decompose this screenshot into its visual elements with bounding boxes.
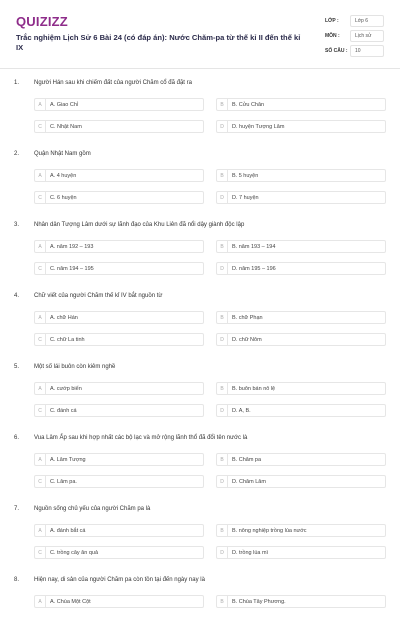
answer-option[interactable] xyxy=(34,120,204,133)
answer-option[interactable] xyxy=(34,98,204,111)
option-text: D. chữ Nôm xyxy=(232,336,262,343)
answer-option[interactable] xyxy=(216,546,386,559)
answer-option[interactable] xyxy=(34,524,204,537)
option-letter: B xyxy=(217,525,228,536)
option-letter: A xyxy=(35,383,46,394)
question-text: Một số lái buôn còn kiêm nghề xyxy=(34,364,116,370)
option-letter: D xyxy=(217,405,228,416)
meta-row xyxy=(325,28,385,43)
answer-option[interactable] xyxy=(216,98,386,111)
option-text: B. Cửu Chân xyxy=(232,101,265,108)
option-text: A. Giao Chỉ xyxy=(50,101,79,108)
option-text: C. Nhật Nam xyxy=(50,123,82,130)
worksheet-title: Trắc nghiệm Lịch Sử 6 Bài 24 (có đáp án): Nước Chăm-pa từ thế kỉ II đến thế kỉ IX xyxy=(16,33,301,52)
option-text: C. năm 194 – 195 xyxy=(50,265,94,272)
option-letter: A xyxy=(35,525,46,536)
question-text: Vua Lâm Ấp sau khi hợp nhất các bộ lạc và mở rộng lãnh thổ đã đổi tên nước là xyxy=(34,435,248,441)
question-text: Nhân dân Tượng Lâm dưới sự lãnh đạo của Khu Liên đã nổi dậy giành độc lập xyxy=(34,222,245,228)
option-text: B. chữ Phạn xyxy=(232,314,263,321)
answer-option[interactable] xyxy=(34,311,204,324)
worksheet-header xyxy=(0,0,400,68)
answer-option[interactable] xyxy=(216,120,386,133)
question-number: 3. xyxy=(14,222,20,228)
meta-value: Lịch sử xyxy=(350,30,384,42)
answer-option[interactable] xyxy=(34,240,204,253)
option-letter: A xyxy=(35,170,46,181)
question-item xyxy=(0,218,400,289)
quizizz-logo: QUIZIZZ xyxy=(16,14,68,29)
meta-value: 10 xyxy=(350,45,384,57)
option-letter: B xyxy=(217,170,228,181)
option-letter: B xyxy=(217,241,228,252)
answer-option[interactable] xyxy=(34,546,204,559)
question-text: Hiện nay, di sản của người Chăm pa còn tồn tại đến ngày nay là xyxy=(34,577,205,583)
option-text: C. chữ La tinh xyxy=(50,336,85,343)
meta-row xyxy=(325,43,385,58)
option-letter: D xyxy=(217,547,228,558)
question-item xyxy=(0,360,400,431)
question-item xyxy=(0,289,400,360)
option-text: A. đánh bắt cá xyxy=(50,527,86,534)
option-letter: C xyxy=(35,547,46,558)
answer-option[interactable] xyxy=(216,191,386,204)
question-number: 2. xyxy=(14,151,20,157)
answer-option[interactable] xyxy=(34,404,204,417)
option-text: C. đánh cá xyxy=(50,407,77,414)
option-letter: C xyxy=(35,263,46,274)
meta-label: MÔN : xyxy=(325,32,340,39)
option-text: D. A, B. xyxy=(232,407,251,414)
answer-option[interactable] xyxy=(34,595,204,608)
answer-option[interactable] xyxy=(216,475,386,488)
option-letter: C xyxy=(35,121,46,132)
option-text: C. Lâm pa. xyxy=(50,478,77,485)
question-list xyxy=(0,76,400,644)
answer-option[interactable] xyxy=(216,382,386,395)
question-text: Người Hán sau khi chiếm đất của người Chăm cổ đã đặt ra xyxy=(34,80,192,86)
option-text: D. 7 huyện xyxy=(232,194,259,201)
answer-option[interactable] xyxy=(34,262,204,275)
answer-option[interactable] xyxy=(216,240,386,253)
question-item xyxy=(0,76,400,147)
answer-option[interactable] xyxy=(34,333,204,346)
question-number: 6. xyxy=(14,435,20,441)
option-text: B. Chăm pa xyxy=(232,456,262,463)
answer-option[interactable] xyxy=(216,404,386,417)
question-number: 4. xyxy=(14,293,20,299)
option-letter: D xyxy=(217,263,228,274)
answer-option[interactable] xyxy=(216,169,386,182)
answer-option[interactable] xyxy=(216,262,386,275)
option-text: A. năm 192 – 193 xyxy=(50,243,94,250)
option-text: B. Chùa Tây Phương. xyxy=(232,598,286,605)
question-item xyxy=(0,431,400,502)
option-text: A. Lâm Tượng xyxy=(50,456,86,463)
answer-option[interactable] xyxy=(34,169,204,182)
worksheet-meta xyxy=(325,13,385,58)
option-text: A. chữ Hán xyxy=(50,314,78,321)
option-text: B. nông nghiệp trồng lúa nước xyxy=(232,527,307,534)
option-text: D. năm 195 – 196 xyxy=(232,265,276,272)
question-text: Nguồn sống chủ yếu của người Chăm pa là xyxy=(34,506,151,512)
option-text: D. trồng lúa mì xyxy=(232,549,269,556)
option-letter: C xyxy=(35,192,46,203)
answer-option[interactable] xyxy=(216,311,386,324)
option-letter: A xyxy=(35,99,46,110)
option-letter: D xyxy=(217,476,228,487)
meta-label: SỐ CÂU : xyxy=(325,47,348,54)
option-letter: D xyxy=(217,121,228,132)
answer-option[interactable] xyxy=(216,453,386,466)
answer-option[interactable] xyxy=(34,453,204,466)
question-text: Quận Nhật Nam gồm xyxy=(34,151,91,157)
option-letter: A xyxy=(35,312,46,323)
option-letter: A xyxy=(35,596,46,607)
question-text: Chữ viết của người Chăm thế kỉ IV bắt nguồn từ xyxy=(34,293,163,299)
option-letter: C xyxy=(35,405,46,416)
question-number: 5. xyxy=(14,364,20,370)
option-text: C. 6 huyện xyxy=(50,194,77,201)
answer-option[interactable] xyxy=(34,382,204,395)
question-item xyxy=(0,573,400,644)
question-number: 8. xyxy=(14,577,20,583)
meta-row xyxy=(325,13,385,28)
option-text: D. Chăm Lâm xyxy=(232,478,266,485)
option-text: B. năm 193 – 194 xyxy=(232,243,276,250)
option-letter: B xyxy=(217,383,228,394)
option-letter: C xyxy=(35,334,46,345)
option-letter: B xyxy=(217,99,228,110)
option-text: B. 5 huyện xyxy=(232,172,259,179)
option-text: A. Chùa Một Cột xyxy=(50,598,91,605)
option-letter: A xyxy=(35,241,46,252)
answer-option[interactable] xyxy=(34,191,204,204)
option-letter: B xyxy=(217,454,228,465)
option-text: A. cướp biển xyxy=(50,385,82,392)
question-number: 1. xyxy=(14,80,20,86)
question-item xyxy=(0,147,400,218)
question-item xyxy=(0,502,400,573)
option-letter: A xyxy=(35,454,46,465)
option-letter: B xyxy=(217,596,228,607)
answer-option[interactable] xyxy=(216,524,386,537)
option-text: A. 4 huyện xyxy=(50,172,77,179)
question-number: 7. xyxy=(14,506,20,512)
meta-label: LỚP : xyxy=(325,17,339,24)
header-divider xyxy=(0,68,400,69)
meta-value: Lớp 6 xyxy=(350,15,384,27)
answer-option[interactable] xyxy=(216,333,386,346)
option-text: C. trồng cây ăn quả xyxy=(50,549,99,556)
option-text: B. buôn bán nô lệ xyxy=(232,385,276,392)
option-letter: D xyxy=(217,192,228,203)
option-letter: B xyxy=(217,312,228,323)
answer-option[interactable] xyxy=(34,475,204,488)
answer-option[interactable] xyxy=(216,595,386,608)
option-letter: D xyxy=(217,334,228,345)
option-letter: C xyxy=(35,476,46,487)
option-text: D. huyện Tượng Lâm xyxy=(232,123,285,130)
